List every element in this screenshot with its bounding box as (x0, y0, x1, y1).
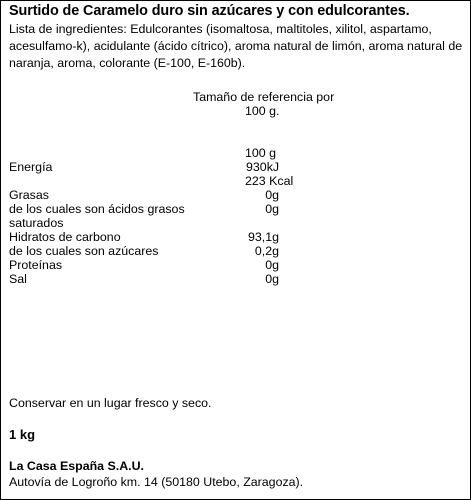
sugars-label: de los cuales son azúcares (9, 244, 159, 258)
energy-kj-number: 930 (246, 160, 267, 174)
column-header: 100 g (245, 146, 277, 160)
product-title: Surtido de Caramelo duro sin azúcares y con edulcorantes. (9, 3, 410, 19)
salt-value: 0g (265, 272, 279, 286)
carbohydrates-value: 93,1g (247, 230, 279, 244)
energy-kcal-value (245, 174, 293, 188)
net-weight: 1 kg (9, 427, 36, 442)
energy-label: Energía (9, 160, 53, 174)
energy-kj-value (246, 160, 279, 174)
fat-label: Grasas (9, 188, 49, 202)
protein-value: 0g (265, 258, 279, 272)
reference-line-2: 100 g. (245, 104, 280, 118)
carbohydrates-label: Hidratos de carbono (9, 230, 121, 244)
reference-line-1: Tamaño de referencia por (193, 90, 335, 104)
energy-kj-unit: kJ (266, 160, 280, 174)
fat-value: 0g (265, 188, 279, 202)
company-name: La Casa España S.A.U. (9, 459, 144, 473)
saturated-fat-label: de los cuales son ácidos grasos (9, 202, 185, 216)
company-address: Autovía de Logroño km. 14 (50180 Utebo, Zaragoza). (9, 475, 304, 489)
storage-instructions: Conservar en un lugar fresco y seco. (9, 396, 212, 410)
energy-kcal-number: 223 (245, 174, 266, 188)
energy-kcal-unit: Kcal (269, 174, 294, 188)
salt-label: Sal (9, 272, 27, 286)
saturated-fat-value: 0g (265, 202, 279, 216)
sugars-value: 0,2g (254, 244, 279, 258)
saturated-fat-label-cont: saturados (9, 216, 64, 230)
protein-label: Proteínas (9, 258, 63, 272)
ingredients-list: Lista de ingredientes: Edulcorantes (isomaltosa, maltitoles, xilitol, aspartamo, acesulfamo-k), acidulante (ácido cítrico), aroma natural de limón, aroma natural de naranja, aroma, colorante (E-100, E-160b). (9, 22, 463, 70)
